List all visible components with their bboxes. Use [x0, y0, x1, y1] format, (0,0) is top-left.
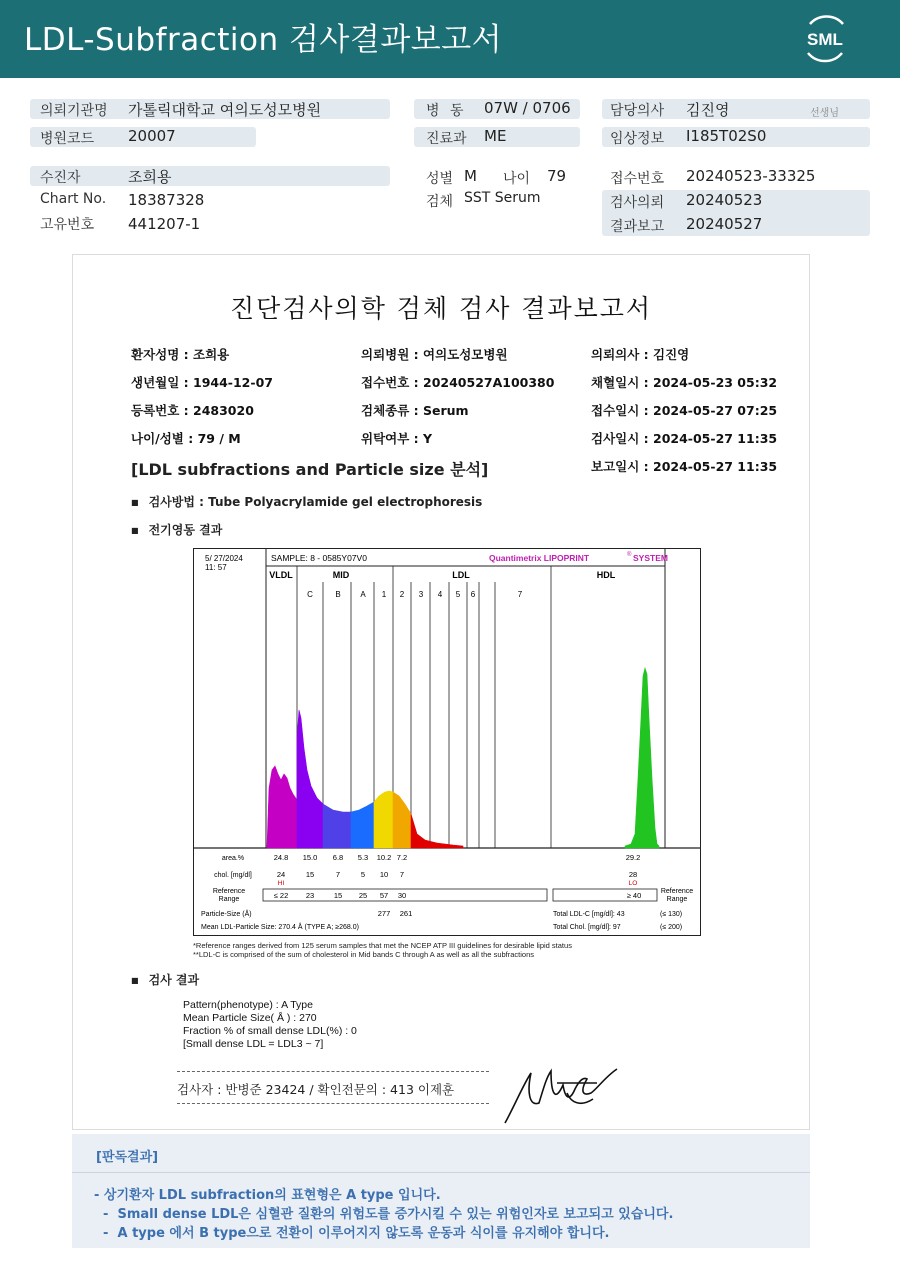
clinical-value: I185T02S0: [686, 127, 767, 145]
chart-label: Chart No.: [40, 191, 107, 207]
result-line: Mean Particle Size( Å ) : 270: [183, 1012, 317, 1024]
clinical-label: 임상정보: [610, 131, 665, 147]
info-bar: [30, 166, 390, 186]
chol-value: 24: [276, 870, 286, 879]
judgment-line: - Small dense LDL은 심혈관 질환의 위험도를 증가시킬 수 있는 위험인자로 보고되고 있습니다.: [94, 1207, 674, 1222]
flag-lo: LO: [628, 880, 638, 887]
paper-title: 진단검사의학 검체 검사 결과보고서: [229, 294, 653, 323]
hospital-label: 의뢰기관명: [40, 103, 108, 119]
band-label: 5: [455, 590, 461, 599]
method-text: ■ 검사방법 : Tube Polyacrylamide gel electrophoresis: [131, 493, 482, 510]
chart-footnote: *Reference ranges derived from 125 serum samples that met the NCEP ATP III guidelines for desirable lipid status: [193, 941, 572, 950]
area-value: 6.8: [332, 853, 344, 862]
chol-value: 28: [628, 870, 638, 879]
total-chol-label: Total Chol. [mg/dl]: 97: [553, 924, 621, 931]
group-label: MID: [332, 570, 350, 580]
patient-value: 조희용: [128, 168, 172, 186]
total-chol-ref: (≤ 200): [660, 924, 683, 931]
field-recvtime: 접수일시 : 2024-05-27 07:25: [591, 403, 778, 418]
band-label: 4: [437, 590, 443, 599]
chart-frame: [194, 549, 701, 936]
total-ldl-label: Total LDL-C [mg/dl]: 43: [553, 911, 625, 918]
chol-value: 7: [399, 870, 405, 879]
dept-label: 진료과: [426, 131, 467, 147]
result-line: Fraction % of small dense LDL(%) : 0: [183, 1025, 357, 1037]
report-title: LDL-Subfraction 검사결과보고서: [24, 22, 503, 58]
ref-row-label: Reference: [212, 888, 246, 895]
judgment-title: [판독결과]: [96, 1150, 159, 1165]
sex-value: M: [464, 167, 477, 185]
field-reception: 접수번호 : 20240527A100380: [361, 375, 555, 390]
field-name: 환자성명 : 조희용: [131, 347, 230, 362]
result-line: [Small dense LDL = LDL3 ~ 7]: [183, 1038, 324, 1050]
band-label: 1: [381, 590, 387, 599]
particle-value: 277: [377, 909, 391, 918]
ref-value: 23: [305, 891, 315, 900]
particle-value: 261: [399, 909, 413, 918]
field-consign: 위탁여부 : Y: [361, 431, 433, 446]
total-ldl-ref: (≤ 130): [660, 911, 683, 918]
group-label: VLDL: [269, 570, 293, 580]
chart-system-reg: ®: [627, 552, 632, 558]
band-label: C: [307, 590, 313, 599]
signature-divider: [177, 1103, 489, 1104]
group-label: LDL: [452, 570, 470, 580]
group-label: HDL: [596, 570, 616, 580]
field-testtime: 검사일시 : 2024-05-27 11:35: [591, 431, 778, 446]
ref-value: 25: [358, 891, 368, 900]
ref-row-label: Range: [218, 896, 240, 903]
ref-hdl-value: ≥ 40: [626, 891, 642, 900]
area-value: 15.0: [302, 853, 318, 862]
doctor-value: 김진영: [686, 101, 730, 119]
patient-label: 수진자: [40, 170, 81, 186]
ref-row-label-right: Range: [666, 896, 688, 903]
ref-value: 15: [333, 891, 343, 900]
band-label: 6: [470, 590, 476, 599]
signature-line: 검사자 : 반병준 23424 / 확인전문의 : 413 이제훈: [177, 1082, 455, 1097]
age-label: 나이: [503, 171, 531, 187]
chart-value: 18387328: [128, 191, 205, 209]
area-value: 7.2: [396, 853, 408, 862]
ref-value: 57: [379, 891, 389, 900]
report-label: 결과보고: [610, 219, 665, 235]
electrophoresis-chart: [193, 548, 703, 938]
chol-value: 5: [360, 870, 366, 879]
reception-value: 20240523-33325: [686, 167, 816, 185]
ward-label: 병 동: [426, 103, 467, 119]
field-collect: 채혈일시 : 2024-05-23 05:32: [591, 375, 778, 390]
chart-system-tail: SYSTEM: [633, 553, 668, 563]
signature-divider: [177, 1071, 489, 1072]
code-label: 병원코드: [40, 131, 95, 147]
judgment-divider: [72, 1172, 810, 1173]
area-value: 10.2: [376, 853, 392, 862]
request-value: 20240523: [686, 191, 763, 209]
judgment-box: [72, 1134, 810, 1248]
band-label: 2: [399, 590, 405, 599]
chol-value: 15: [305, 870, 315, 879]
field-reporttime: 보고일시 : 2024-05-27 11:35: [591, 459, 778, 474]
ref-value: 30: [397, 891, 407, 900]
chart-footnote: **LDL-C is comprised of the sum of cholesterol in Mid bands C through A as well as all the subfractions: [193, 950, 535, 959]
field-dob: 생년월일 : 1944-12-07: [131, 375, 273, 390]
field-agesex: 나이/성별 : 79 / M: [131, 431, 241, 446]
area-value: 5.3: [357, 853, 369, 862]
ward-value: 07W / 0706: [484, 99, 571, 117]
judgment-line: - A type 에서 B type으로 전환이 이루어지지 않도록 운동과 식이를 유지해야 합니다.: [94, 1226, 610, 1241]
sex-label: 성별: [426, 171, 454, 187]
id-label: 고유번호: [40, 217, 95, 233]
electro-heading: ■ 전기영동 결과: [131, 521, 222, 538]
field-doctor: 의뢰의사 : 김진영: [591, 347, 690, 362]
chart-date: 5/ 27/2024: [205, 554, 243, 563]
reception-label: 접수번호: [610, 171, 665, 187]
band-label: 3: [418, 590, 424, 599]
ref-value: ≤ 22: [273, 891, 289, 900]
area-value: 29.2: [625, 853, 641, 862]
id-value: 441207-1: [128, 215, 201, 233]
result-heading: ■ 검사 결과: [131, 971, 199, 988]
judgment-line: - 상기환자 LDL subfraction의 표현형은 A type 입니다.: [94, 1188, 441, 1203]
logo-text: SML: [807, 30, 843, 49]
particle-label: Particle-Size (Å): [201, 911, 252, 918]
chol-row-label: chol. [mg/dl]: [214, 872, 252, 879]
electrophoresis-peak: [374, 791, 393, 848]
field-reg: 등록번호 : 2483020: [131, 403, 254, 418]
section-title: [LDL subfractions and Particle size 분석]: [131, 460, 489, 479]
hospital-value: 가톨릭대학교 여의도성모병원: [128, 101, 322, 119]
chart-system: Quantimetrix LIPOPRINT: [489, 553, 590, 563]
age-value: 79: [547, 167, 567, 185]
chart-sample: SAMPLE: 8 - 0585Y07V0: [271, 553, 367, 563]
area-row-label: area.%: [221, 855, 245, 862]
chol-value: 10: [379, 870, 389, 879]
area-value: 24.8: [273, 853, 289, 862]
band-label: B: [335, 590, 341, 599]
field-hospital: 의뢰병원 : 여의도성모병원: [361, 347, 508, 362]
specimen-value: SST Serum: [464, 190, 541, 206]
chart-time: 11: 57: [205, 563, 227, 572]
doctor-suffix: 선생님: [810, 108, 839, 119]
band-label: 7: [517, 590, 523, 599]
request-label: 검사의뢰: [610, 195, 665, 211]
handwritten-signature-icon: [501, 1063, 625, 1129]
report-value: 20240527: [686, 215, 763, 233]
band-label: A: [360, 590, 366, 599]
doctor-label: 담당의사: [610, 103, 665, 119]
scanned-report: [72, 254, 810, 1130]
field-specimen: 검체종류 : Serum: [361, 403, 469, 418]
specimen-label: 검체: [426, 194, 454, 210]
mean-particle-label: Mean LDL-Particle Size: 270.4 Å (TYPE A; ≥268.0): [201, 924, 359, 931]
code-value: 20007: [128, 127, 176, 145]
dept-value: ME: [484, 127, 507, 145]
flag-hi: HI: [277, 880, 285, 887]
chol-value: 7: [335, 870, 341, 879]
ref-row-label-right: Reference: [660, 888, 694, 895]
result-line: Pattern(phenotype) : A Type: [183, 999, 313, 1011]
sml-logo-icon: [798, 11, 852, 65]
report-header: [0, 0, 900, 78]
